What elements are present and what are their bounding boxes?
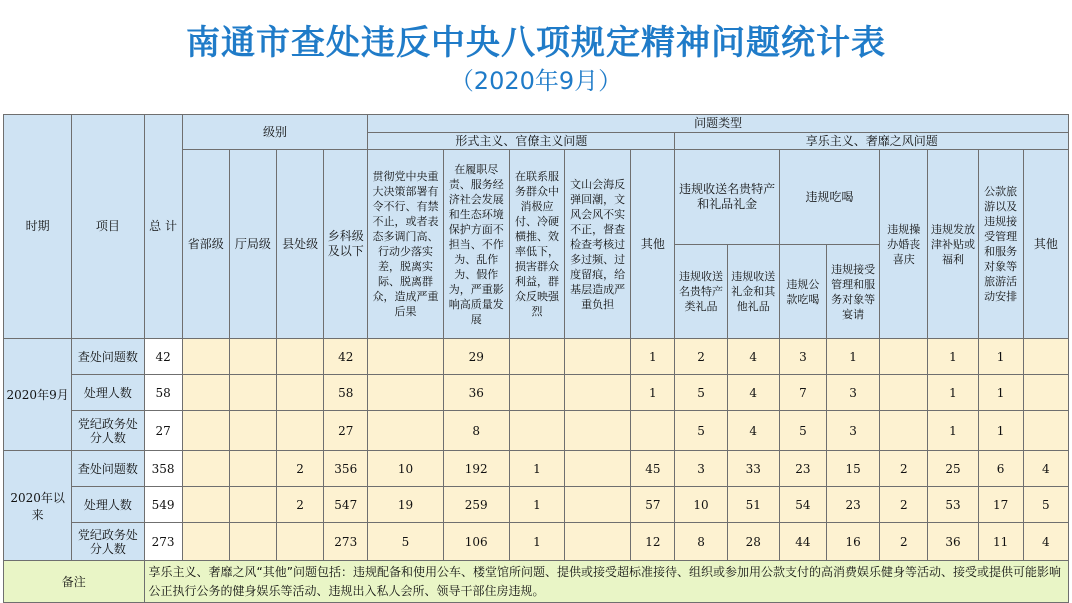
data-cell	[229, 487, 276, 523]
data-cell: 1	[928, 411, 978, 451]
header-weddings-funerals: 违规操办婚丧喜庆	[880, 150, 928, 339]
note-row	[4, 561, 1069, 603]
data-cell: 51	[727, 487, 779, 523]
header-dining-group: 违规吃喝	[779, 150, 879, 245]
data-cell: 33	[727, 451, 779, 487]
header-formalism-2: 在履职尽责、服务经济社会发展和生态环境保护方面不担当、不作为、乱作为、假作为，严重影响高质量发展	[443, 150, 509, 339]
header-problem-type: 问题类型	[368, 115, 1069, 133]
data-cell	[368, 411, 443, 451]
data-cell: 17	[978, 487, 1023, 523]
data-cell	[277, 339, 324, 375]
data-cell	[565, 523, 631, 561]
header-level: 级别	[182, 115, 368, 150]
data-cell: 2	[277, 487, 324, 523]
data-cell: 10	[675, 487, 727, 523]
data-cell: 2	[277, 451, 324, 487]
data-cell: 3	[827, 411, 880, 451]
header-level-province: 省部级	[182, 150, 229, 339]
data-cell	[229, 339, 276, 375]
header-hedonism-group: 享乐主义、奢靡之风问题	[675, 133, 1069, 150]
data-cell: 2	[880, 487, 928, 523]
data-cell	[229, 375, 276, 411]
data-cell: 106	[443, 523, 509, 561]
header-formalism-1: 贯彻党中央重大决策部署有令不行、有禁不止，或者表态多调门高、行动少落实差，脱离实际、脱离群众，造成严重后果	[368, 150, 443, 339]
data-cell: 36	[443, 375, 509, 411]
data-cell: 27	[324, 411, 368, 451]
data-cell	[631, 411, 675, 451]
table-row	[4, 451, 1069, 487]
data-cell	[277, 523, 324, 561]
data-cell: 42	[324, 339, 368, 375]
data-cell: 10	[368, 451, 443, 487]
data-cell	[1023, 375, 1068, 411]
header-formalism-4: 文山会海反弹回潮，文风会风不实不正，督查检查考核过多过频、过度留痕，给基层造成严重负担	[565, 150, 631, 339]
header-item: 项目	[72, 115, 144, 339]
header-accept-banquet: 违规接受管理和服务对象等宴请	[827, 245, 880, 339]
total-cell: 27	[144, 411, 182, 451]
data-cell	[880, 375, 928, 411]
data-cell	[182, 523, 229, 561]
data-cell: 16	[827, 523, 880, 561]
data-cell: 1	[978, 375, 1023, 411]
data-cell: 1	[978, 411, 1023, 451]
data-cell	[277, 411, 324, 451]
data-cell: 23	[779, 451, 826, 487]
data-cell: 8	[675, 523, 727, 561]
header-period: 时期	[4, 115, 72, 339]
period-cell: 2020年以来	[4, 451, 72, 561]
row-label: 党纪政务处分人数	[72, 411, 144, 451]
row-label: 查处问题数	[72, 451, 144, 487]
data-cell: 28	[727, 523, 779, 561]
data-cell	[565, 451, 631, 487]
data-cell: 5	[675, 411, 727, 451]
table-row	[4, 411, 1069, 451]
data-cell	[368, 339, 443, 375]
data-cell	[368, 375, 443, 411]
data-cell: 7	[779, 375, 826, 411]
data-cell	[182, 411, 229, 451]
data-cell: 19	[368, 487, 443, 523]
data-cell: 1	[631, 339, 675, 375]
header-gifts-group: 违规收送名贵特产和礼品礼金	[675, 150, 779, 245]
data-cell: 259	[443, 487, 509, 523]
header-level-bureau: 厅局级	[229, 150, 276, 339]
statistics-table	[3, 114, 1069, 603]
data-cell: 12	[631, 523, 675, 561]
header-level-township: 乡科级及以下	[324, 150, 368, 339]
data-cell: 5	[675, 375, 727, 411]
total-cell: 549	[144, 487, 182, 523]
note-label: 备注	[4, 561, 145, 603]
data-cell: 57	[631, 487, 675, 523]
header-formalism-3: 在联系服务群众中消极应付、冷硬横推、效率低下，损害群众利益，群众反映强烈	[509, 150, 564, 339]
header-subsidies: 违规发放津补贴或福利	[928, 150, 978, 339]
data-cell	[182, 487, 229, 523]
header-gift-specialties: 违规收送名贵特产类礼品	[675, 245, 727, 339]
data-cell: 3	[827, 375, 880, 411]
table-row	[4, 487, 1069, 523]
data-cell	[509, 375, 564, 411]
header-total: 总 计	[144, 115, 182, 339]
period-cell: 2020年9月	[4, 339, 72, 451]
header-formalism-other: 其他	[631, 150, 675, 339]
header-travel: 公款旅游以及违规接受管理和服务对象等旅游活动安排	[978, 150, 1023, 339]
data-cell: 1	[509, 451, 564, 487]
table-row	[4, 339, 1069, 375]
data-cell: 53	[928, 487, 978, 523]
row-label: 查处问题数	[72, 339, 144, 375]
header-hedonism-other: 其他	[1023, 150, 1068, 339]
data-cell: 4	[727, 375, 779, 411]
data-cell	[229, 451, 276, 487]
data-cell: 192	[443, 451, 509, 487]
data-cell: 45	[631, 451, 675, 487]
data-cell: 23	[827, 487, 880, 523]
data-cell	[565, 375, 631, 411]
data-cell: 1	[631, 375, 675, 411]
data-cell: 2	[675, 339, 727, 375]
data-cell: 5	[1023, 487, 1068, 523]
data-cell	[182, 339, 229, 375]
data-cell	[880, 339, 928, 375]
data-cell: 44	[779, 523, 826, 561]
data-cell	[1023, 339, 1068, 375]
data-cell	[565, 487, 631, 523]
data-cell	[229, 411, 276, 451]
data-cell	[509, 339, 564, 375]
data-cell: 54	[779, 487, 826, 523]
header-level-county: 县处级	[277, 150, 324, 339]
data-cell: 29	[443, 339, 509, 375]
data-cell: 3	[675, 451, 727, 487]
row-label: 处理人数	[72, 487, 144, 523]
data-cell: 6	[978, 451, 1023, 487]
header-public-dining: 违规公款吃喝	[779, 245, 826, 339]
data-cell: 5	[368, 523, 443, 561]
data-cell: 11	[978, 523, 1023, 561]
data-cell: 2	[880, 451, 928, 487]
data-cell	[182, 375, 229, 411]
data-cell: 25	[928, 451, 978, 487]
data-cell: 1	[928, 375, 978, 411]
data-cell: 15	[827, 451, 880, 487]
table-row	[4, 375, 1069, 411]
data-cell: 1	[978, 339, 1023, 375]
data-cell	[509, 411, 564, 451]
data-cell	[229, 523, 276, 561]
data-cell: 1	[827, 339, 880, 375]
data-cell	[565, 339, 631, 375]
data-cell	[565, 411, 631, 451]
header-gift-cash: 违规收送礼金和其他礼品	[727, 245, 779, 339]
total-cell: 42	[144, 339, 182, 375]
page-title: 南通市查处违反中央八项规定精神问题统计表	[186, 23, 886, 63]
data-cell	[880, 411, 928, 451]
data-cell: 4	[727, 339, 779, 375]
data-cell: 4	[1023, 451, 1068, 487]
data-cell: 1	[509, 487, 564, 523]
data-cell: 5	[779, 411, 826, 451]
note-text: 享乐主义、奢靡之风“其他”问题包括：违规配备和使用公车、楼堂馆所问题、提供或接受超标准接待、组织或参加用公款支付的高消费娱乐健身等活动、接受或提供可能影响公正执行公务的健身娱乐等活动、违规出入私人会所、领导干部住房违规。	[144, 561, 1068, 603]
total-cell: 273	[144, 523, 182, 561]
data-cell: 1	[928, 339, 978, 375]
row-label: 处理人数	[72, 375, 144, 411]
data-cell: 356	[324, 451, 368, 487]
total-cell: 358	[144, 451, 182, 487]
data-cell: 36	[928, 523, 978, 561]
page-subtitle: （2020年9月）	[449, 67, 623, 95]
data-cell: 273	[324, 523, 368, 561]
data-cell: 2	[880, 523, 928, 561]
data-cell: 4	[1023, 523, 1068, 561]
total-cell: 58	[144, 375, 182, 411]
table-row	[4, 523, 1069, 561]
data-cell: 547	[324, 487, 368, 523]
data-cell	[1023, 411, 1068, 451]
data-cell: 58	[324, 375, 368, 411]
header-formalism-group: 形式主义、官僚主义问题	[368, 133, 675, 150]
data-cell: 4	[727, 411, 779, 451]
data-cell	[182, 451, 229, 487]
data-cell: 1	[509, 523, 564, 561]
row-label: 党纪政务处分人数	[72, 523, 144, 561]
data-cell: 8	[443, 411, 509, 451]
data-cell: 3	[779, 339, 826, 375]
data-cell	[277, 375, 324, 411]
